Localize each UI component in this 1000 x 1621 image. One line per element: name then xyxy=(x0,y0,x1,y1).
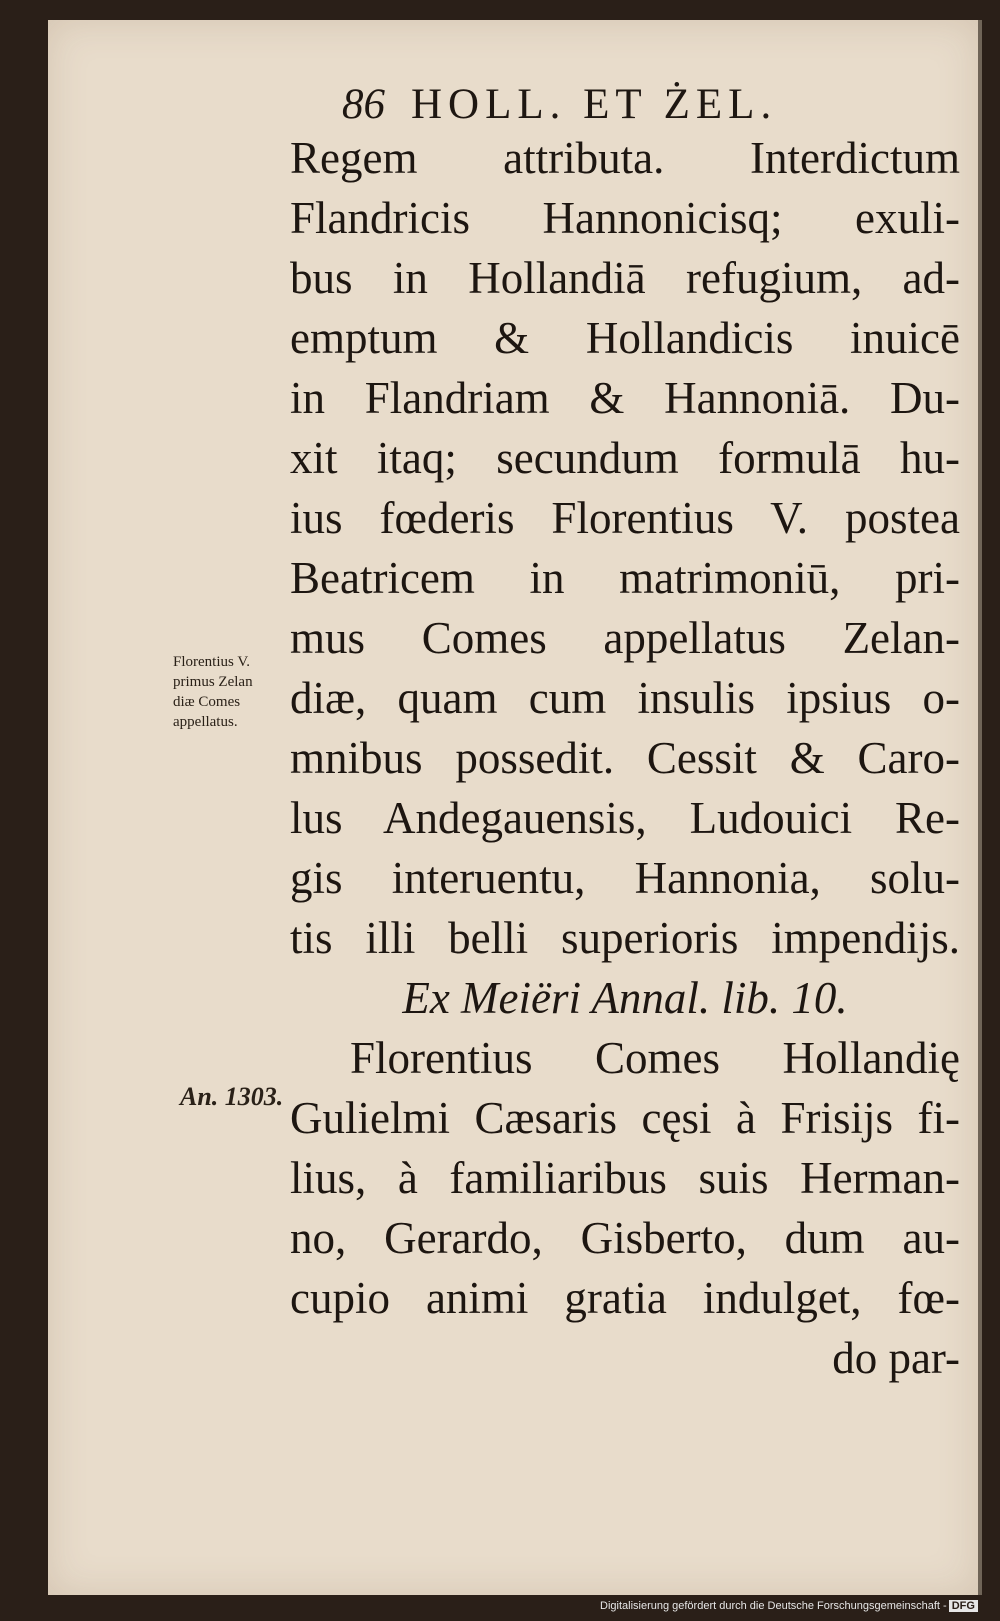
text-line: emptum & Hollandicis inuicē xyxy=(290,313,960,363)
margin-note-line: diæ Comes xyxy=(173,694,241,710)
running-title: HOLL. ET ŻEL. xyxy=(411,81,778,128)
dfg-logo: DFG xyxy=(949,1600,978,1612)
catchword-line: do par- xyxy=(832,1333,960,1383)
margin-note-line: appellatus. xyxy=(173,714,238,730)
text-line: cupio animi gratia indulget, fœ- xyxy=(290,1273,960,1323)
text-line: lius, à familiaribus suis Herman- xyxy=(290,1153,960,1203)
text-line: no, Gerardo, Gisberto, dum au- xyxy=(290,1213,960,1263)
text-line: Flandricis Hannonicisq; exuli- xyxy=(290,193,960,243)
text-line: Gulielmi Cæsaris cęsi à Frisijs fi- xyxy=(290,1093,960,1143)
text-line: mus Comes appellatus Zelan- xyxy=(290,613,960,663)
source-citation: Ex Meiëri Annal. lib. 10. xyxy=(402,973,848,1023)
digitization-footer xyxy=(600,1600,978,1612)
page-number: 86 xyxy=(342,81,385,128)
text-line: bus in Hollandiā refugium, ad- xyxy=(290,253,960,303)
running-header xyxy=(342,80,982,130)
year-margin-note: An. 1303. xyxy=(180,1082,284,1111)
main-text xyxy=(290,128,960,1388)
text-line: xit itaq; secundum formulā hu- xyxy=(290,433,960,483)
text-line: Regem attributa. Interdictum xyxy=(290,133,960,183)
text-line: gis interuentu, Hannonia, solu- xyxy=(290,853,960,903)
footer-text: Digitalisierung gefördert durch die Deutsche Forschungsgemeinschaft - xyxy=(600,1600,947,1612)
text-line: Florentius Comes Hollandię xyxy=(350,1033,960,1083)
text-line: in Flandriam & Hannoniā. Du- xyxy=(290,373,960,423)
text-line: diæ, quam cum insulis ipsius o- xyxy=(290,673,960,723)
margin-note-line: Florentius V. xyxy=(173,654,250,670)
text-line: ius fœderis Florentius V. postea xyxy=(290,493,960,543)
text-line: Beatricem in matrimoniū, pri- xyxy=(290,553,960,603)
margin-note-line: primus Zelan xyxy=(173,674,253,690)
text-line: mnibus possedit. Cessit & Caro- xyxy=(290,733,960,783)
text-line: tis illi belli superioris impendijs. xyxy=(290,913,960,963)
text-line: lus Andegauensis, Ludouici Re- xyxy=(290,793,960,843)
